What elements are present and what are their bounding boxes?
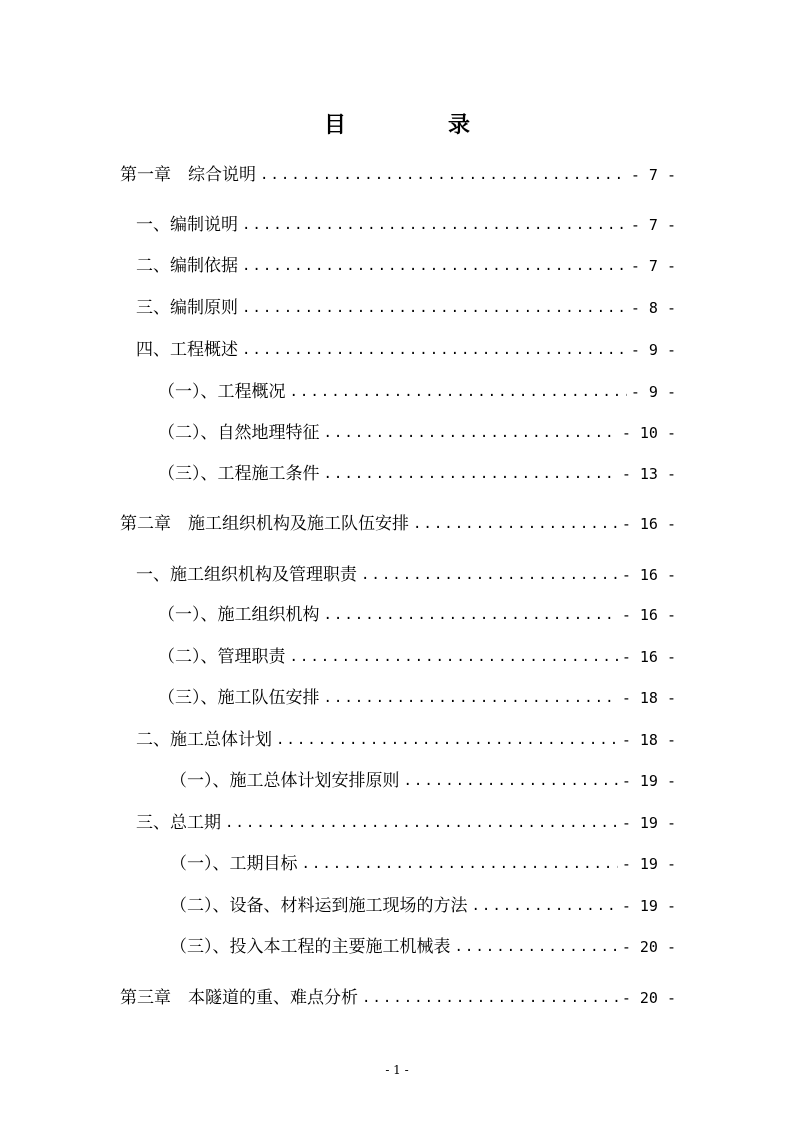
toc-entry-2-1-2[interactable] xyxy=(158,645,676,669)
toc-entry-label: （一）、工期目标 xyxy=(170,854,298,874)
dot-leader xyxy=(455,935,618,959)
toc-entry-1-1[interactable] xyxy=(136,213,676,237)
dot-leader xyxy=(290,645,618,669)
toc-entry-page: - 19 - xyxy=(621,814,676,832)
toc-entry-2-3-3[interactable] xyxy=(170,935,676,959)
toc-entry-2-3-1[interactable] xyxy=(170,852,676,876)
dot-leader xyxy=(361,563,618,587)
toc-entry-page: - 9 - xyxy=(630,383,676,401)
toc-entry-page: - 16 - xyxy=(621,606,676,624)
toc-entry-page: - 18 - xyxy=(621,731,676,749)
toc-entry-label: （三）、投入本工程的主要施工机械表 xyxy=(170,937,451,957)
dot-leader xyxy=(472,894,618,918)
toc-entry-label: （二）、管理职责 xyxy=(158,647,286,667)
toc-entry-1-3[interactable] xyxy=(136,296,676,320)
toc-entry-2-2[interactable] xyxy=(136,728,676,752)
toc-entry-page: - 13 - xyxy=(621,465,676,483)
toc-entry-1-2[interactable] xyxy=(136,254,676,278)
toc-entry-2-2-1[interactable] xyxy=(170,769,676,793)
toc-entry-page: - 7 - xyxy=(630,257,676,275)
toc-entry-page: - 20 - xyxy=(621,938,676,956)
toc-entry-label: 第一章 综合说明 xyxy=(120,165,256,185)
toc-entry-2-1-1[interactable] xyxy=(158,603,676,627)
toc-entry-label: 三、编制原则 xyxy=(136,298,238,318)
toc-entry-label: 第三章 本隧道的重、难点分析 xyxy=(120,988,358,1008)
toc-entry-page: - 7 - xyxy=(630,216,676,234)
toc-entry-1-4-1[interactable] xyxy=(158,380,676,404)
dot-leader xyxy=(324,603,618,627)
page-number: - 1 - xyxy=(385,1063,409,1077)
toc-entry-2-3[interactable] xyxy=(136,811,676,835)
toc-entry-label: 三、总工期 xyxy=(136,813,221,833)
toc-entry-label: 一、施工组织机构及管理职责 xyxy=(136,565,357,585)
dot-leader xyxy=(260,163,627,187)
dot-leader xyxy=(225,811,618,835)
dot-leader xyxy=(362,986,618,1010)
toc-entry-label: （三）、工程施工条件 xyxy=(158,464,320,484)
toc-entry-page: - 9 - xyxy=(630,341,676,359)
toc-entry-label: （一）、工程概况 xyxy=(158,382,286,402)
dot-leader xyxy=(404,769,618,793)
dot-leader xyxy=(276,728,618,752)
dot-leader xyxy=(242,213,627,237)
toc-entry-page: - 8 - xyxy=(630,299,676,317)
toc-entry-2-1[interactable] xyxy=(136,563,676,587)
toc-entry-label: （二）、自然地理特征 xyxy=(158,423,320,443)
toc-entry-page: - 19 - xyxy=(621,897,676,915)
toc-entry-page: - 16 - xyxy=(621,648,676,666)
toc-entry-2-1-3[interactable] xyxy=(158,686,676,710)
toc-entry-label: （一）、施工总体计划安排原则 xyxy=(170,771,400,791)
dot-leader xyxy=(324,462,618,486)
toc-entry-label: 二、施工总体计划 xyxy=(136,730,272,750)
page-title: 目 录 xyxy=(323,112,510,138)
dot-leader xyxy=(324,421,618,445)
toc-entry-page: - 16 - xyxy=(621,566,676,584)
toc-entry-page: - 18 - xyxy=(621,689,676,707)
toc-entry-1-4-3[interactable] xyxy=(158,462,676,486)
dot-leader xyxy=(324,686,618,710)
dot-leader xyxy=(302,852,618,876)
toc-entry-page: - 20 - xyxy=(621,989,676,1007)
toc-entry-page: - 7 - xyxy=(630,166,676,184)
toc-entry-page: - 16 - xyxy=(621,515,676,533)
toc-entry-label: （三）、施工队伍安排 xyxy=(158,688,320,708)
dot-leader xyxy=(290,380,627,404)
toc-entry-page: - 19 - xyxy=(621,855,676,873)
toc-entry-page: - 10 - xyxy=(621,424,676,442)
toc-entry-1-4[interactable] xyxy=(136,338,676,362)
toc-entry-label: 四、工程概述 xyxy=(136,340,238,360)
toc-entry-chapter-2[interactable] xyxy=(120,512,676,536)
dot-leader xyxy=(242,338,627,362)
toc-entry-2-3-2[interactable] xyxy=(170,894,676,918)
dot-leader xyxy=(413,512,618,536)
toc-entry-label: （一）、施工组织机构 xyxy=(158,605,320,625)
toc-entry-label: 第二章 施工组织机构及施工队伍安排 xyxy=(120,514,409,534)
toc-entry-chapter-1[interactable] xyxy=(120,163,676,187)
toc-entry-page: - 19 - xyxy=(621,772,676,790)
toc-entry-1-4-2[interactable] xyxy=(158,421,676,445)
dot-leader xyxy=(242,296,627,320)
toc-entry-label: （二）、设备、材料运到施工现场的方法 xyxy=(170,896,468,916)
toc-entry-chapter-3[interactable] xyxy=(120,986,676,1010)
toc-entry-label: 二、编制依据 xyxy=(136,256,238,276)
dot-leader xyxy=(242,254,627,278)
toc-entry-label: 一、编制说明 xyxy=(136,215,238,235)
